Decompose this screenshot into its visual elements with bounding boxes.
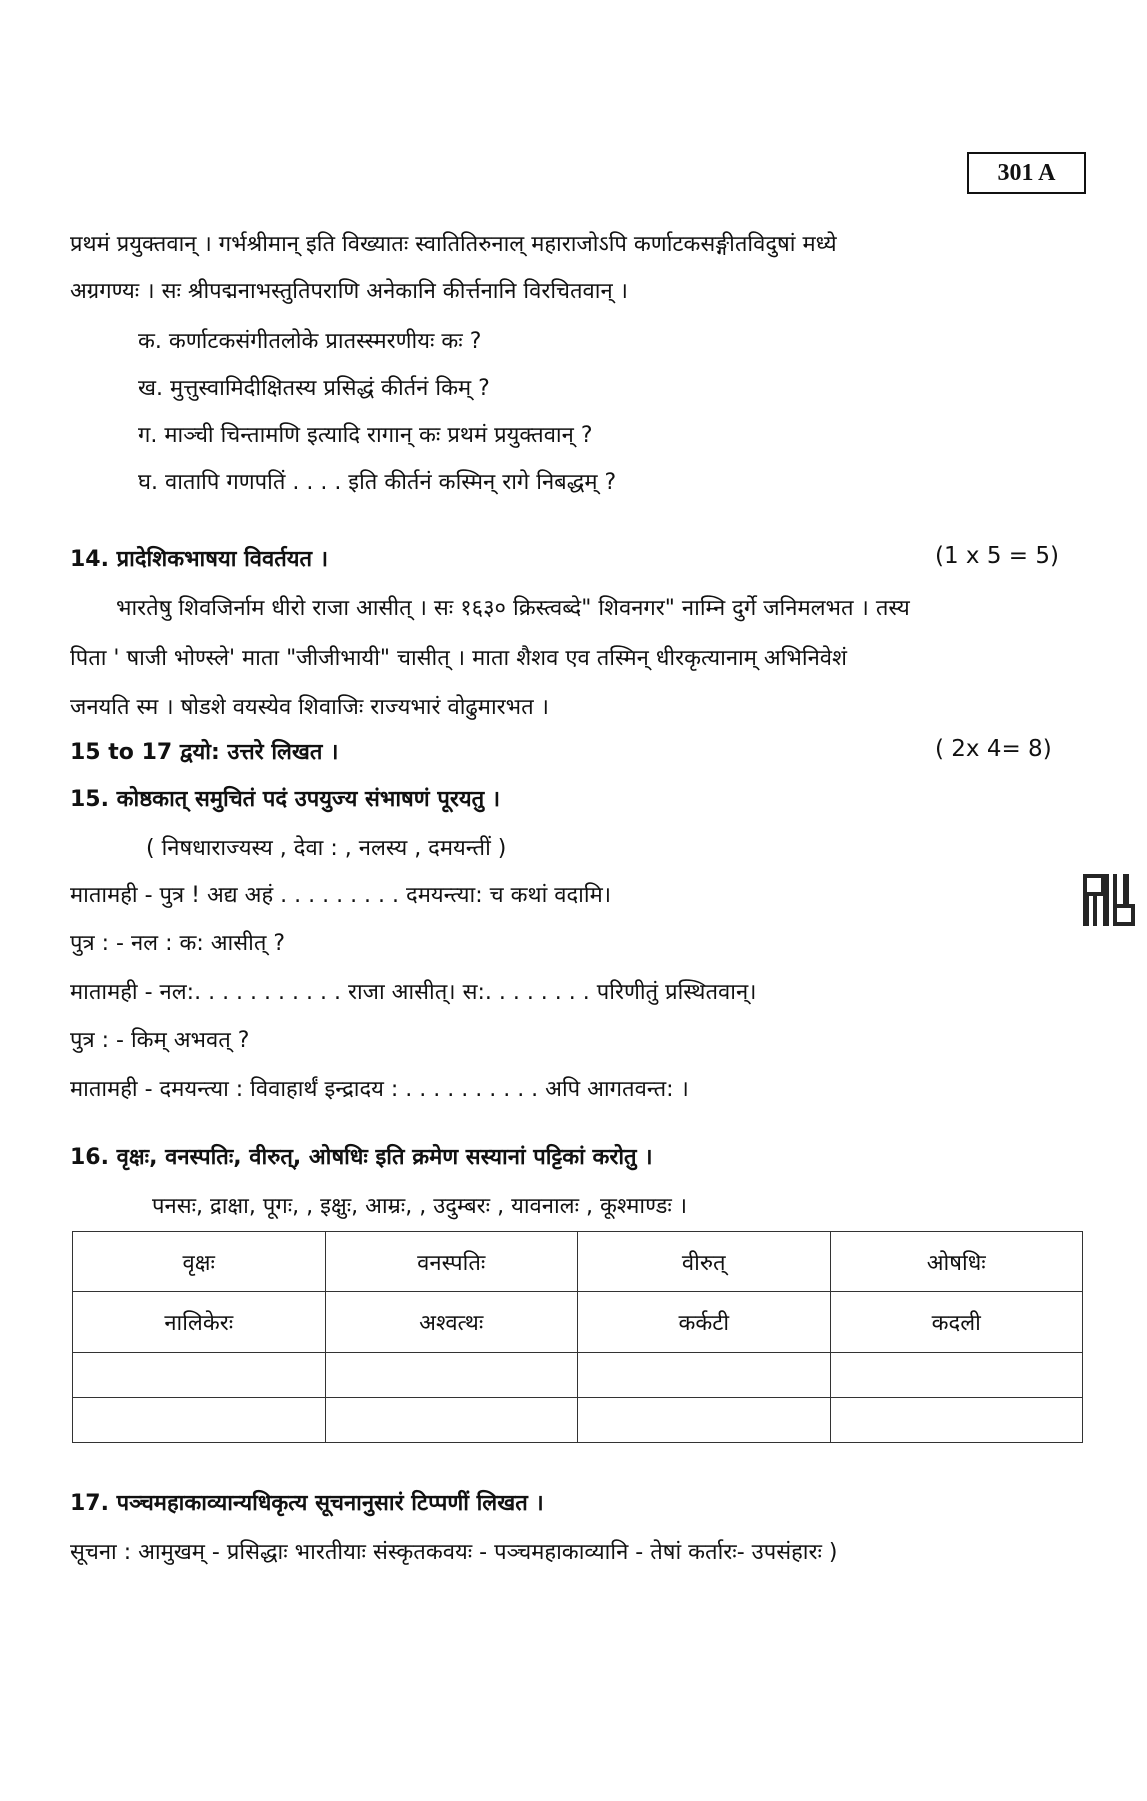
plants-table	[72, 1231, 1083, 1443]
table-header-cell: वीरुत्	[578, 1232, 831, 1292]
page-code: 301 A	[997, 159, 1056, 186]
table-header-row	[73, 1232, 1083, 1292]
q14-passage-line: भारतेषु शिवजिर्नाम धीरो राजा आसीत् । सः १६३० क्रिस्त्वब्दे" शिवनगर" नाम्नि दुर्गे जनिमलभत । तस्य	[116, 596, 910, 621]
q15-17-marks: ( 2x 4= 8)	[935, 736, 1052, 762]
table-cell	[830, 1353, 1083, 1398]
table-cell: कदली	[830, 1292, 1083, 1353]
table-cell	[73, 1398, 326, 1443]
table-cell	[325, 1398, 578, 1443]
q13-subquestion-gha: घ. वातापि गणपतिं . . . . इति कीर्तनं कस्मिन् रागे निबद्धम् ?	[138, 470, 617, 495]
table-row	[73, 1398, 1083, 1443]
table-cell	[830, 1398, 1083, 1443]
q13-subquestion-kha: ख. मुत्तुस्वामिदीक्षितस्य प्रसिद्धं कीर्तनं किम् ?	[138, 376, 490, 401]
table-cell: कर्कटी	[578, 1292, 831, 1353]
table-cell	[578, 1353, 831, 1398]
table-header-cell: वनस्पतिः	[325, 1232, 578, 1292]
q15-17-instruction: 15 to 17 द्वयो: उत्तरे लिखत ।	[70, 740, 339, 765]
table-row	[73, 1292, 1083, 1353]
table-cell	[325, 1353, 578, 1398]
table-cell: नालिकेरः	[73, 1292, 326, 1353]
q15-options: ( निषधाराज्यस्य , देवा : , नलस्य , दमयन्तीं )	[146, 836, 507, 861]
dialogue-line: मातामही - नल:. . . . . . . . . . . राजा आसीत्। स:. . . . . . . . परिणीतुं प्रस्थितवान्।	[70, 980, 757, 1005]
table-row	[73, 1353, 1083, 1398]
q16-title: 16. वृक्षः, वनस्पतिः, वीरुत्, ओषधिः इति क्रमेण सस्यानां पट्टिकां करोतु ।	[70, 1145, 653, 1170]
table-header-cell: ओषधिः	[830, 1232, 1083, 1292]
passage-line: प्रथमं प्रयुक्तवान् । गर्भश्रीमान् इति विख्यातः स्वातितिरुनाल् महाराजोऽपि कर्णाटकसङ्गीतविदुषां मध्ये	[70, 232, 837, 257]
q16-word-list: पनसः, द्राक्षा, पूगः, , इक्षुः, आम्रः, , उदुम्बरः , यावनालः , कूश्माण्डः ।	[152, 1194, 688, 1219]
table-header-cell: वृक्षः	[73, 1232, 326, 1292]
q13-subquestion-ga: ग. माञ्ची चिन्तामणि इत्यादि रागान् कः प्रथमं प्रयुक्तवान् ?	[138, 423, 593, 448]
page-code-box	[967, 152, 1086, 194]
q14-passage-line: पिता ' षाजी भोण्स्ले' माता "जीजीभायी" चासीत् । माता शैशव एव तस्मिन् धीरकृत्यानाम् अभिनिवेशं	[70, 646, 847, 671]
dialogue-line: पुत्र : - किम् अभवत् ?	[70, 1028, 250, 1053]
table-cell: अश्वत्थः	[325, 1292, 578, 1353]
q17-title: 17. पञ्चमहाकाव्यान्यधिकृत्य सूचनानुसारं टिप्पणीं लिखत ।	[70, 1491, 544, 1516]
table-cell	[578, 1398, 831, 1443]
q14-passage-line: जनयति स्म । षोडशे वयस्येव शिवाजिः राज्यभारं वोढुमारभत ।	[70, 695, 549, 720]
q13-subquestion-ka: क. कर्णाटकसंगीतलोके प्रातस्स्मरणीयः कः ?	[138, 329, 482, 354]
q15-title: 15. कोष्ठकात् समुचितं पदं उपयुज्य संभाषणं पूरयतु ।	[70, 787, 501, 812]
passage-line: अग्रगण्यः । सः श्रीपद्मनाभस्तुतिपराणि अनेकानि कीर्त्तनानि विरचितवान् ।	[70, 279, 629, 304]
table-cell	[73, 1353, 326, 1398]
q14-marks: (1 x 5 = 5)	[935, 543, 1059, 569]
dialogue-line: मातामही - पुत्र ! अद्य अहं . . . . . . . . . दमयन्त्या: च कथां वदामि।	[70, 883, 612, 908]
dialogue-line: पुत्र : - नल : क: आसीत् ?	[70, 931, 286, 956]
dialogue-line: मातामही - दमयन्त्या : विवाहार्थं इन्द्रादय : . . . . . . . . . . अपि आगतवन्त: ।	[70, 1077, 689, 1102]
qr-code	[1083, 874, 1135, 926]
q14-title: 14. प्रादेशिकभाषया विवर्तयत ।	[70, 547, 329, 572]
q17-hint: सूचना : आमुखम् - प्रसिद्धाः भारतीयाः संस्कृतकवयः - पञ्चमहाकाव्यानि - तेषां कर्तारः- उपसंहारः )	[70, 1540, 838, 1565]
